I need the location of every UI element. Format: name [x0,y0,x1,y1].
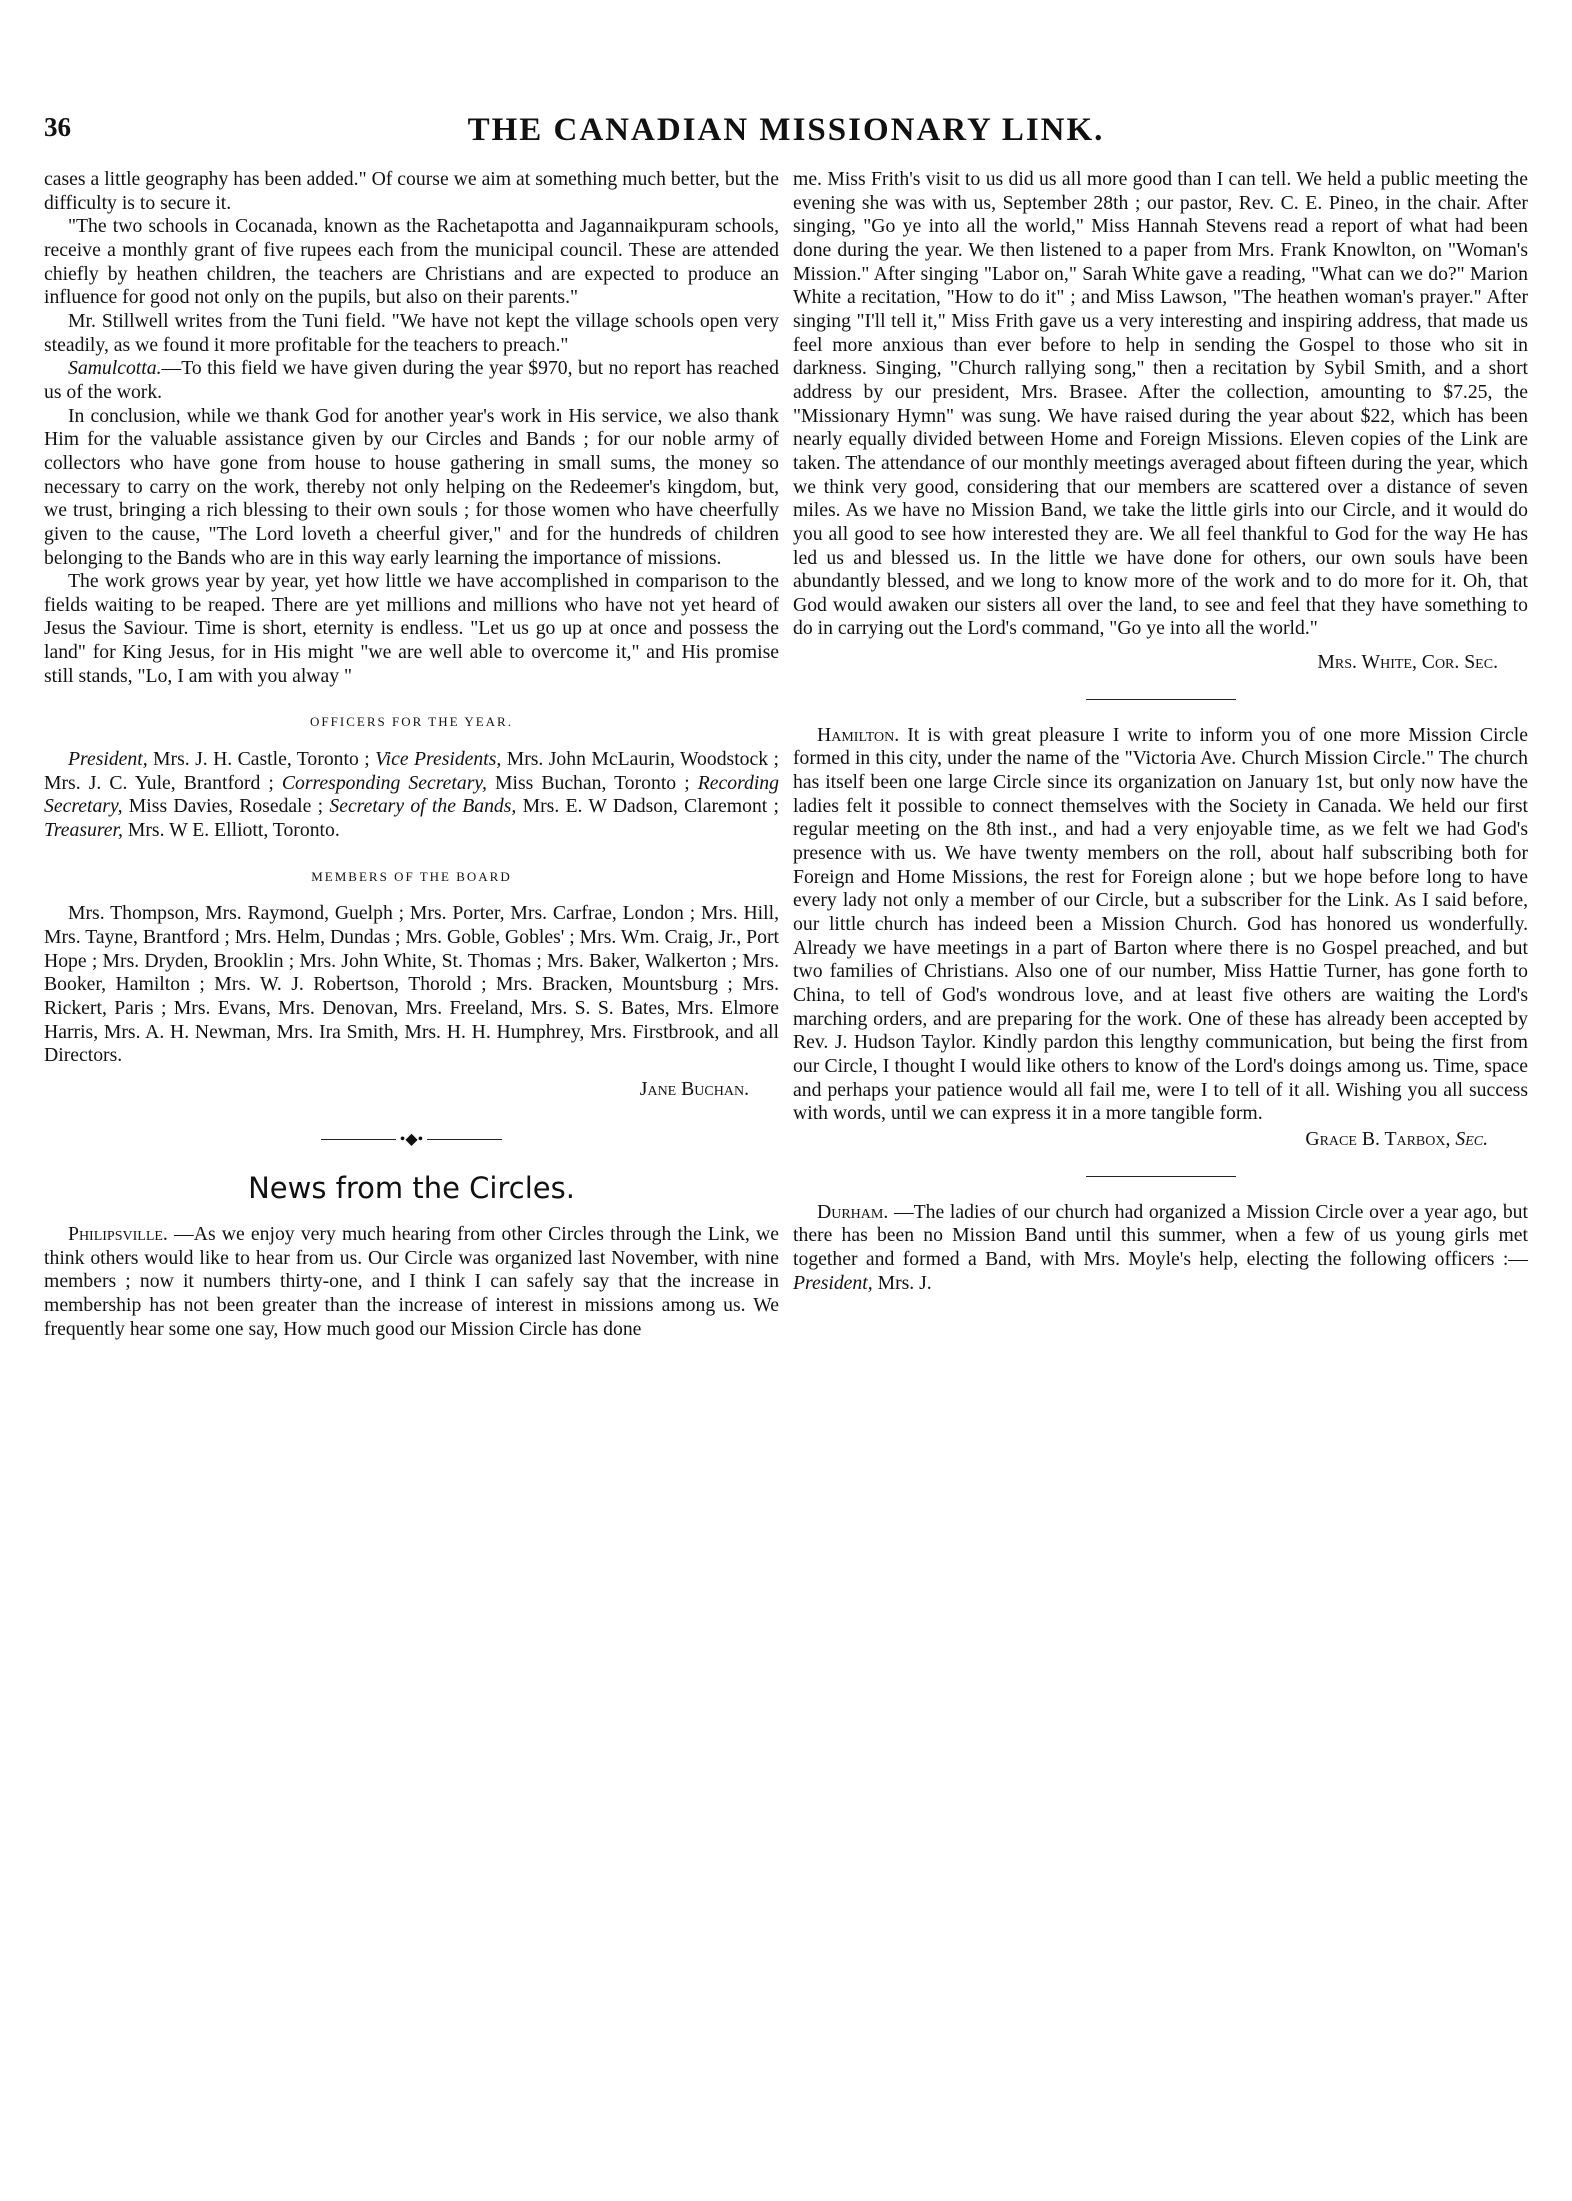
running-title: THE CANADIAN MISSIONARY LINK. [467,112,1105,148]
officers-heading: OFFICERS FOR THE YEAR. [310,714,513,730]
divider [1086,1176,1236,1177]
officer-role: Corresponding Secretary, [281,771,487,794]
place-name: Philipsville. [68,1222,168,1245]
paragraph-text: —The ladies of our church had organized a Mission Circle over a year ago, but there has been no Mission Band until this summer, when a few of us young girls met together and formed a Band, with Mrs. Moyle's help, electing the following officers :— [793,1200,1528,1270]
paragraph: "The two schools in Cocanada, known as the Rachetapotta and Jagannaikpuram schools, receive a monthly grant of five rupees each from the municipal council. These are attended chiefly by heathen children, the teachers are Christians and are expected to produce an influence for good not only on the pupils, but also on their parents." [44,215,779,309]
right-column [793,168,1528,1295]
divider [1086,699,1236,700]
signature: Mrs. White, Cor. Sec. [1317,651,1498,674]
section-title: News from the Circles. [248,1171,575,1206]
officer-name: Mrs. John McLaurin, Woodstock ; Mrs. J. C. Yule, Brantford ; [44,748,779,794]
paragraph-text: It is with great pleasure I write to inform you of one more Mission Circle formed in this city, under the name of the "Victoria Ave. Church Mission Circle." The church has itself been one large Circle since its organization on January 1st, but only now have the ladies felt it possible to connect themselves with the Society in Canada. We held our first regular meeting on the 8th inst., and had a very enjoyable time, as we felt we had God's presence with us. We have twenty members on the roll, about half subscribing both for Foreign and Home Missions, the rest for Foreign alone ; but we hope before long to have every lady not only a member of our Circle, but a subscriber for the Link. As I said before, our little church has indeed been a Mission Church. God has honored us wonderfully. Already we have meetings in a part of Barton where there is no Gospel preached, and but two families of Christians. Also one of our number, Miss Hattie Turner, has gone forth to China, to tell of God's wondrous love, and at least five others are waiting the Lord's marching orders, and are preparing for the work. One of these has already been accepted by Rev. J. Hudson Taylor. Kindly pardon this lengthy communication, but being the first from our Circle, I thought I would like others to know of the Lord's doings among us. Time, space and perhaps your patience would all fail me, were I to tell of it all. Wishing you all success with words, until we can express it in a more tangible form. [793,723,1528,1125]
place-name: Hamilton. [817,723,900,746]
ornamental-rule: •◆• [44,1128,779,1152]
paragraph: Mr. Stillwell writes from the Tuni field. "We have not kept the village schools open very steadily, as we found it more profitable for the teachers to preach." [44,309,779,356]
paragraph-text: —To this field we have given during the year $970, but no report has reached us of the work. [44,357,779,403]
officers-list [44,748,779,843]
paragraph: me. Miss Frith's visit to us did us all more good than I can tell. We held a public meeting the evening she was with us, September 28th ; our pastor, Rev. C. E. Pineo, in the chair. After singing, "Go ye into all the world," Miss Hannah Stevens read a report of what had been done during the year. We then listened to a paper from Mrs. Frank Knowlton, on "Woman's Mission." After singing "Labor on," Sarah White gave a reading, "What can we do?" Marion White a recitation, "How to do it" ; and Miss Lawson, "The heathen woman's prayer." After singing "I'll tell it," Miss Frith gave us a very interesting and inspiring address, that made us feel more anxious than ever before to help in sending the Gospel to those who sit in darkness. Singing, "Church rallying song," then a recitation by Sybil Smith, and a short address by our president, Mrs. Brasee. After the collection, amounting to $7.25, the "Missionary Hymn" was sung. We have raised during the year about $22, which has been nearly equally divided between Home and Foreign Missions. Eleven copies of the Link are taken. The attendance of our monthly meetings averaged about fifteen during the year, which we think very good, considering that our members are scattered over a distance of seven miles. As we have no Mission Band, we take the little girls into our Circle, and it would do you all good to see how interested they are. We all feel thankful to God for the way He has led us and blessed us. In the little we have done for others, our own souls have been abundantly blessed, and we long to know more of the work and to do more for it. Oh, that God would awaken our sisters all over the land, to see and feel that they have something to do in carrying out the Lord's command, "Go ye into all the world." [793,168,1528,640]
officer-role: Recording Secretary, [44,771,779,818]
signature-role: Sec. [1450,1127,1488,1150]
officer-role: Treasurer, [44,819,123,842]
place-name: Samulcotta. [68,357,162,380]
place-name: Durham. [817,1200,889,1223]
signature-name: Grace B. Tarbox, [1305,1127,1451,1150]
signature: Jane Buchan. [639,1077,749,1100]
officer-role: Secretary of the Bands, [329,795,517,818]
paragraph [793,724,1528,1126]
officer-name: Miss Buchan, Toronto ; [486,771,698,794]
signature [793,1128,1488,1152]
officer-name: Mrs. J. H. Castle, Toronto ; [147,748,376,771]
board-members: Mrs. Thompson, Mrs. Raymond, Guelph ; Mrs. Porter, Mrs. Carfrae, London ; Mrs. Hill, Mrs. Tayne, Brantford ; Mrs. Helm, Dundas ; Mrs. Goble, Gobles' ; Mrs. Wm. Craig, Jr., Port Hope ; Mrs. Dryden, Brooklin ; Mrs. John White, St. Thomas ; Mrs. Baker, Walkerton ; Mrs. Booker, Hamilton ; Mrs. W. J. Robertson, Thorold ; Mrs. Bracken, Mountsburg ; Mrs. Rickert, Paris ; Mrs. Evans, Mrs. Denovan, Mrs. Freeland, Mrs. S. S. Bates, Mrs. Elmore Harris, Mrs. A. H. Newman, Mrs. Ira Smith, Mrs. H. H. Humphrey, Mrs. Firstbrook, and all Directors. [44,902,779,1067]
paragraph [793,1201,1528,1296]
paragraph-text: —As we enjoy very much hearing from other Circles through the Link, we think others would like to hear from us. Our Circle was organized last November, with nine members ; now it numbers thirty-one, and I think I can safely say that the increase in membership has not been greater than the increase of interest in missions among us. We frequently hear some one say, How much good our Mission Circle has done [44,1222,779,1340]
officer-role: Vice Presidents, [375,748,502,771]
paragraph: The work grows year by year, yet how little we have accomplished in comparison to the fields waiting to be reaped. There are yet millions and millions who have not yet heard of Jesus the Saviour. Time is short, eternity is endless. "Let us go up at once and possess the land" for King Jesus, for in His might "we are well able to overcome it," and His promise still stands, "Lo, I am with you alway " [44,570,779,687]
paragraph-text: Mrs. J. [872,1271,932,1294]
officer-name: Mrs. W E. Elliott, Toronto. [122,819,340,842]
paragraph: In conclusion, while we thank God for another year's work in His service, we also thank Him for the valuable assistance given by our Circles and Bands ; for our noble army of collectors who have gone from house to house gathering in small sums, the money so necessary to carry on the work, thereby not only helping on the Redeemer's kingdom, but, we trust, bringing a rich blessing to their own souls ; for those women who have cheerfully given to the cause, "The Lord loveth a cheerful giver," and for the hundreds of children belonging to the Bands who are in this way early learning the importance of missions. [44,404,779,569]
page-header [44,112,1528,162]
page-number: 36 [44,112,71,142]
paragraph [44,1223,779,1341]
officer-role: President, [68,748,148,771]
paragraph: cases a little geography has been added." Of course we aim at something much better, but the difficulty is to secure it. [44,168,779,214]
officer-name: Mrs. E. W Dadson, Claremont ; [516,795,779,818]
officer-name: Miss Davies, Rosedale ; [122,795,330,818]
officer-role: President, [793,1271,873,1294]
left-column [44,168,779,1341]
board-heading: MEMBERS OF THE BOARD [311,868,512,884]
paragraph [44,357,779,404]
